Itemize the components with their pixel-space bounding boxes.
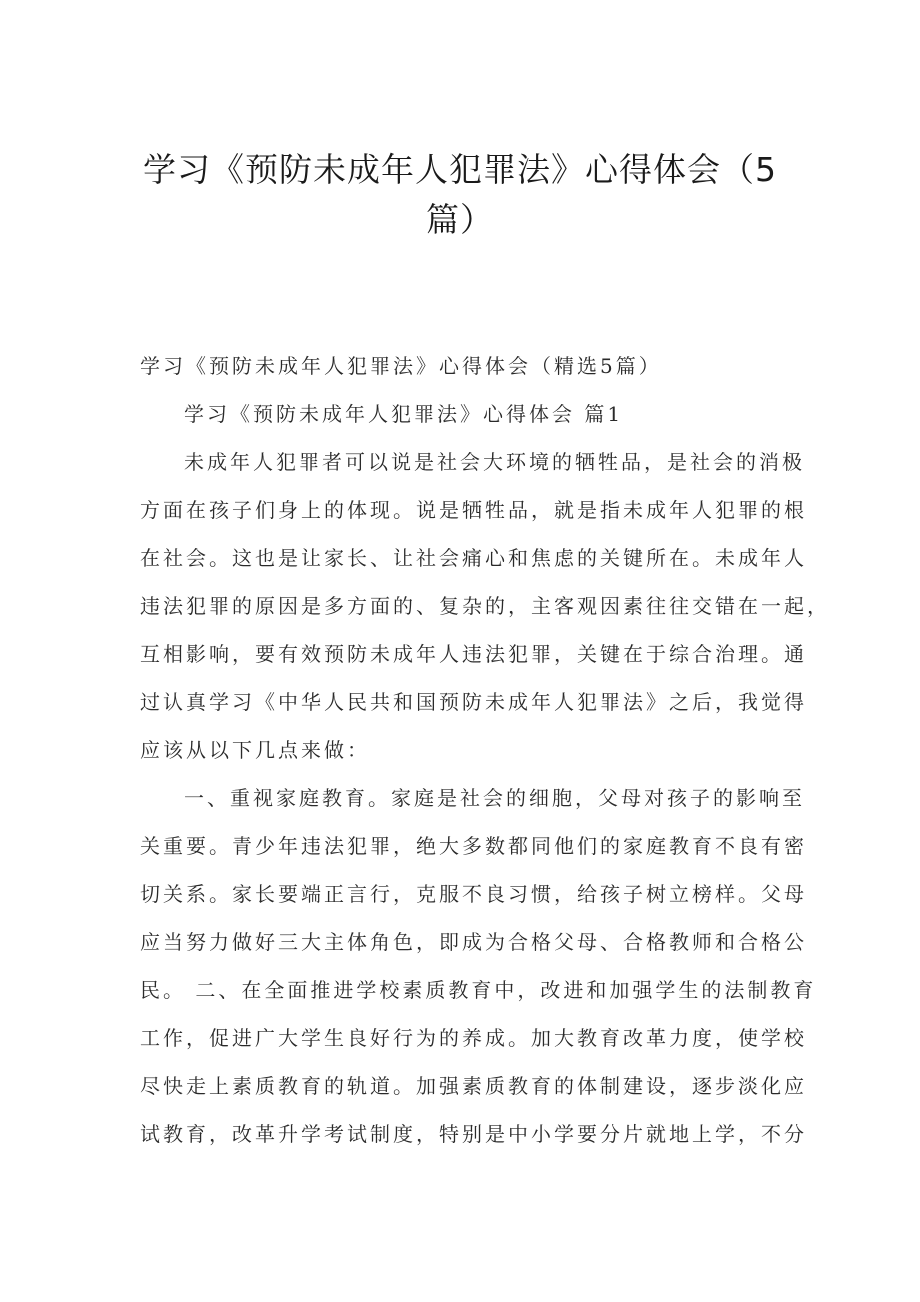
paragraph-line: 违法犯罪的原因是多方面的、复杂的，主客观因素往往交错在一起， [140,594,830,618]
paragraph-line: 方面在孩子们身上的体现。说是牺牲品，就是指未成年人犯罪的根 [140,498,807,522]
section-heading: 学习《预防未成年人犯罪法》心得体会 篇1 [184,402,624,426]
paragraph-line: 应该从以下几点来做： [140,738,370,762]
paragraph-line: 未成年人犯罪者可以说是社会大环境的牺牲品，是社会的消极 [184,450,805,474]
paragraph-line: 在社会。这也是让家长、让社会痛心和焦虑的关键所在。未成年人 [140,546,807,570]
document-subtitle: 学习《预防未成年人犯罪法》心得体会（精选5篇） [140,354,662,378]
paragraph-line: 尽快走上素质教育的轨道。加强素质教育的体制建设，逐步淡化应 [140,1074,807,1098]
paragraph-line: 民。 二、在全面推进学校素质教育中，改进和加强学生的法制教育 [140,978,817,1002]
document-title: 学习《预防未成年人犯罪法》心得体会（5篇） [143,150,777,239]
paragraph-line: 过认真学习《中华人民共和国预防未成年人犯罪法》之后，我觉得 [140,690,807,714]
paragraph-line: 关重要。青少年违法犯罪，绝大多数都同他们的家庭教育不良有密 [140,834,807,858]
paragraph-line: 试教育，改革升学考试制度，特别是中小学要分片就地上学，不分 [140,1122,807,1146]
paragraph-line: 切关系。家长要端正言行，克服不良习惯，给孩子树立榜样。父母 [140,882,807,906]
paragraph-line: 工作，促进广大学生良好行为的养成。加大教育改革力度，使学校 [140,1026,807,1050]
paragraph-line: 一、重视家庭教育。家庭是社会的细胞，父母对孩子的影响至 [184,786,805,810]
paragraph-line: 应当努力做好三大主体角色，即成为合格父母、合格教师和合格公 [140,930,807,954]
paragraph-line: 互相影响，要有效预防未成年人违法犯罪，关键在于综合治理。通 [140,642,807,666]
